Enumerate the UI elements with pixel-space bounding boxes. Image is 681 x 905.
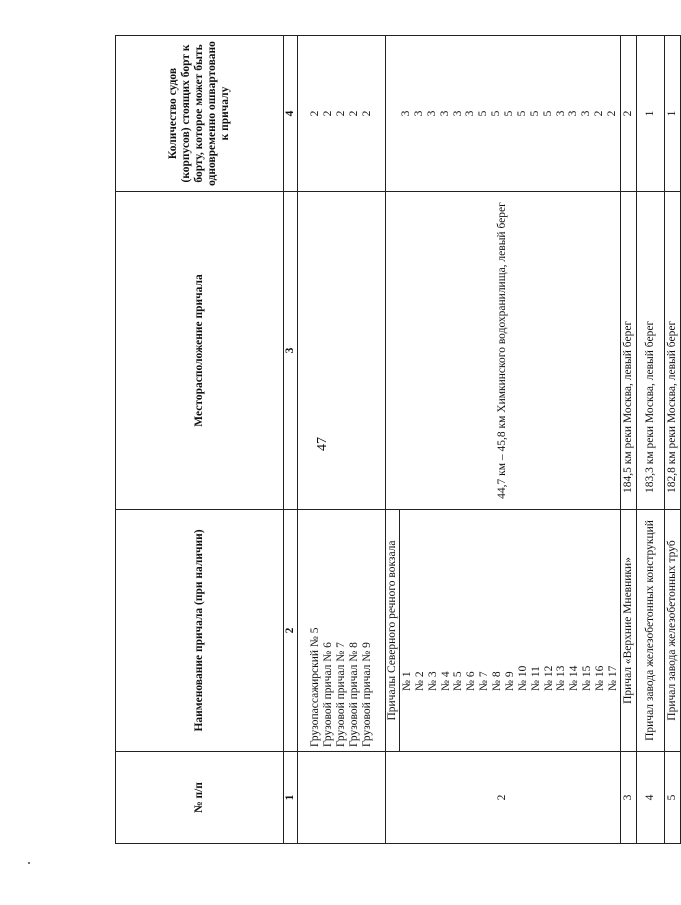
header-name: Наименование причала (при наличии) bbox=[116, 510, 284, 752]
table-row bbox=[636, 36, 664, 844]
rotated-page-content bbox=[115, 36, 678, 844]
berth-name: № 13 bbox=[555, 665, 568, 691]
berths-table bbox=[115, 35, 681, 844]
vessel-count: 3 bbox=[464, 110, 477, 117]
berth-name: Причал завода железобетонных конструкций bbox=[636, 510, 664, 752]
table-header-row bbox=[116, 36, 284, 844]
berth-name: № 15 bbox=[581, 665, 594, 691]
vessel-count: 1 bbox=[636, 36, 664, 192]
column-number: 4 bbox=[284, 36, 298, 192]
vessel-count: 2 bbox=[322, 110, 335, 117]
row-number: 4 bbox=[636, 752, 664, 844]
berth-name: № 1 bbox=[400, 671, 413, 691]
berth-names bbox=[298, 510, 386, 752]
berth-name: Грузовой причал № 8 bbox=[347, 642, 360, 747]
berth-name: № 16 bbox=[594, 665, 606, 691]
berth-name: Грузопассажирский № 5 bbox=[309, 627, 322, 747]
berth-name: № 4 bbox=[439, 671, 452, 691]
table-row bbox=[620, 36, 636, 844]
berth-location: 44,7 км – 45,8 км Химкинского водохранилища, левый берег bbox=[386, 192, 621, 510]
vessel-count: 2 bbox=[620, 36, 636, 192]
berth-location: 182,8 км реки Москва, левый берег bbox=[664, 192, 680, 510]
vessel-count: 5 bbox=[503, 110, 515, 117]
berth-name: Причал завода железобетонных труб bbox=[664, 510, 680, 752]
berth-name: № 17 bbox=[606, 665, 619, 691]
berth-name: № 9 bbox=[503, 671, 516, 691]
berth-location: 184,5 км реки Москва, левый берег bbox=[620, 192, 636, 510]
row-number: 2 bbox=[386, 752, 621, 844]
berth-name: Грузовой причал № 7 bbox=[335, 642, 348, 747]
berth-name: № 10 bbox=[516, 665, 529, 691]
vessel-count: 2 bbox=[606, 110, 618, 117]
vessel-count: 3 bbox=[451, 110, 464, 117]
berth-location: 183,3 км реки Москва, левый берег bbox=[636, 192, 664, 510]
berth-name: Причал «Верхние Мневники» bbox=[620, 510, 636, 752]
column-number: 1 bbox=[284, 752, 298, 844]
vessel-count: 2 bbox=[309, 110, 322, 117]
berth-group-title: Причалы Северного речного вокзала bbox=[386, 510, 400, 751]
vessel-count: 3 bbox=[567, 110, 580, 117]
header-location: Месторасположение причала bbox=[116, 192, 284, 510]
berth-name: № 2 bbox=[413, 671, 426, 691]
header-count: Количество судов (корпусов) стоящих борт к борту, которое может быть одновременно ошвартовано к причалу bbox=[116, 36, 284, 192]
scan-speck bbox=[28, 862, 30, 864]
vessel-count: 3 bbox=[580, 110, 593, 117]
vessel-count: 3 bbox=[554, 110, 567, 117]
column-number: 2 bbox=[284, 510, 298, 752]
vessel-count: 2 bbox=[360, 110, 373, 117]
vessel-counts bbox=[386, 36, 621, 192]
berth-name: Грузовой причал № 9 bbox=[360, 642, 373, 747]
vessel-count: 5 bbox=[515, 110, 528, 117]
berth-name: № 3 bbox=[426, 671, 439, 691]
vessel-count: 5 bbox=[528, 110, 541, 117]
berth-name: № 11 bbox=[529, 666, 542, 691]
column-number: 3 bbox=[284, 192, 298, 510]
berth-names bbox=[386, 510, 621, 752]
vessel-count: 5 bbox=[477, 110, 490, 117]
table-row bbox=[664, 36, 680, 844]
vessel-count: 1 bbox=[664, 36, 680, 192]
vessel-count: 3 bbox=[412, 110, 425, 117]
berth-name: Грузовой причал № 6 bbox=[322, 642, 335, 747]
vessel-count: 5 bbox=[541, 110, 554, 117]
berth-name: № 8 bbox=[491, 671, 503, 691]
vessel-count: 3 bbox=[400, 110, 412, 117]
vessel-count: 3 bbox=[425, 110, 438, 117]
header-no: № п/п bbox=[116, 752, 284, 844]
vessel-count: 2 bbox=[593, 110, 606, 117]
vessel-count: 5 bbox=[490, 110, 503, 117]
berth-name: № 14 bbox=[568, 665, 581, 691]
berth-name: № 5 bbox=[452, 671, 465, 691]
vessel-counts bbox=[298, 36, 386, 192]
row-number: 3 bbox=[620, 752, 636, 844]
vessel-count: 3 bbox=[438, 110, 451, 117]
row-number: 5 bbox=[664, 752, 680, 844]
berth-name: № 6 bbox=[465, 671, 478, 691]
vessel-count: 2 bbox=[335, 110, 348, 117]
page-number: 47 bbox=[315, 437, 330, 451]
berth-location bbox=[298, 192, 386, 510]
vessel-count: 2 bbox=[347, 110, 360, 117]
table-row bbox=[298, 36, 386, 844]
row-number bbox=[298, 752, 386, 844]
table-row bbox=[386, 36, 621, 844]
berth-name: № 12 bbox=[542, 665, 555, 691]
berth-name: № 7 bbox=[478, 671, 491, 691]
column-numbers-row bbox=[284, 36, 298, 844]
